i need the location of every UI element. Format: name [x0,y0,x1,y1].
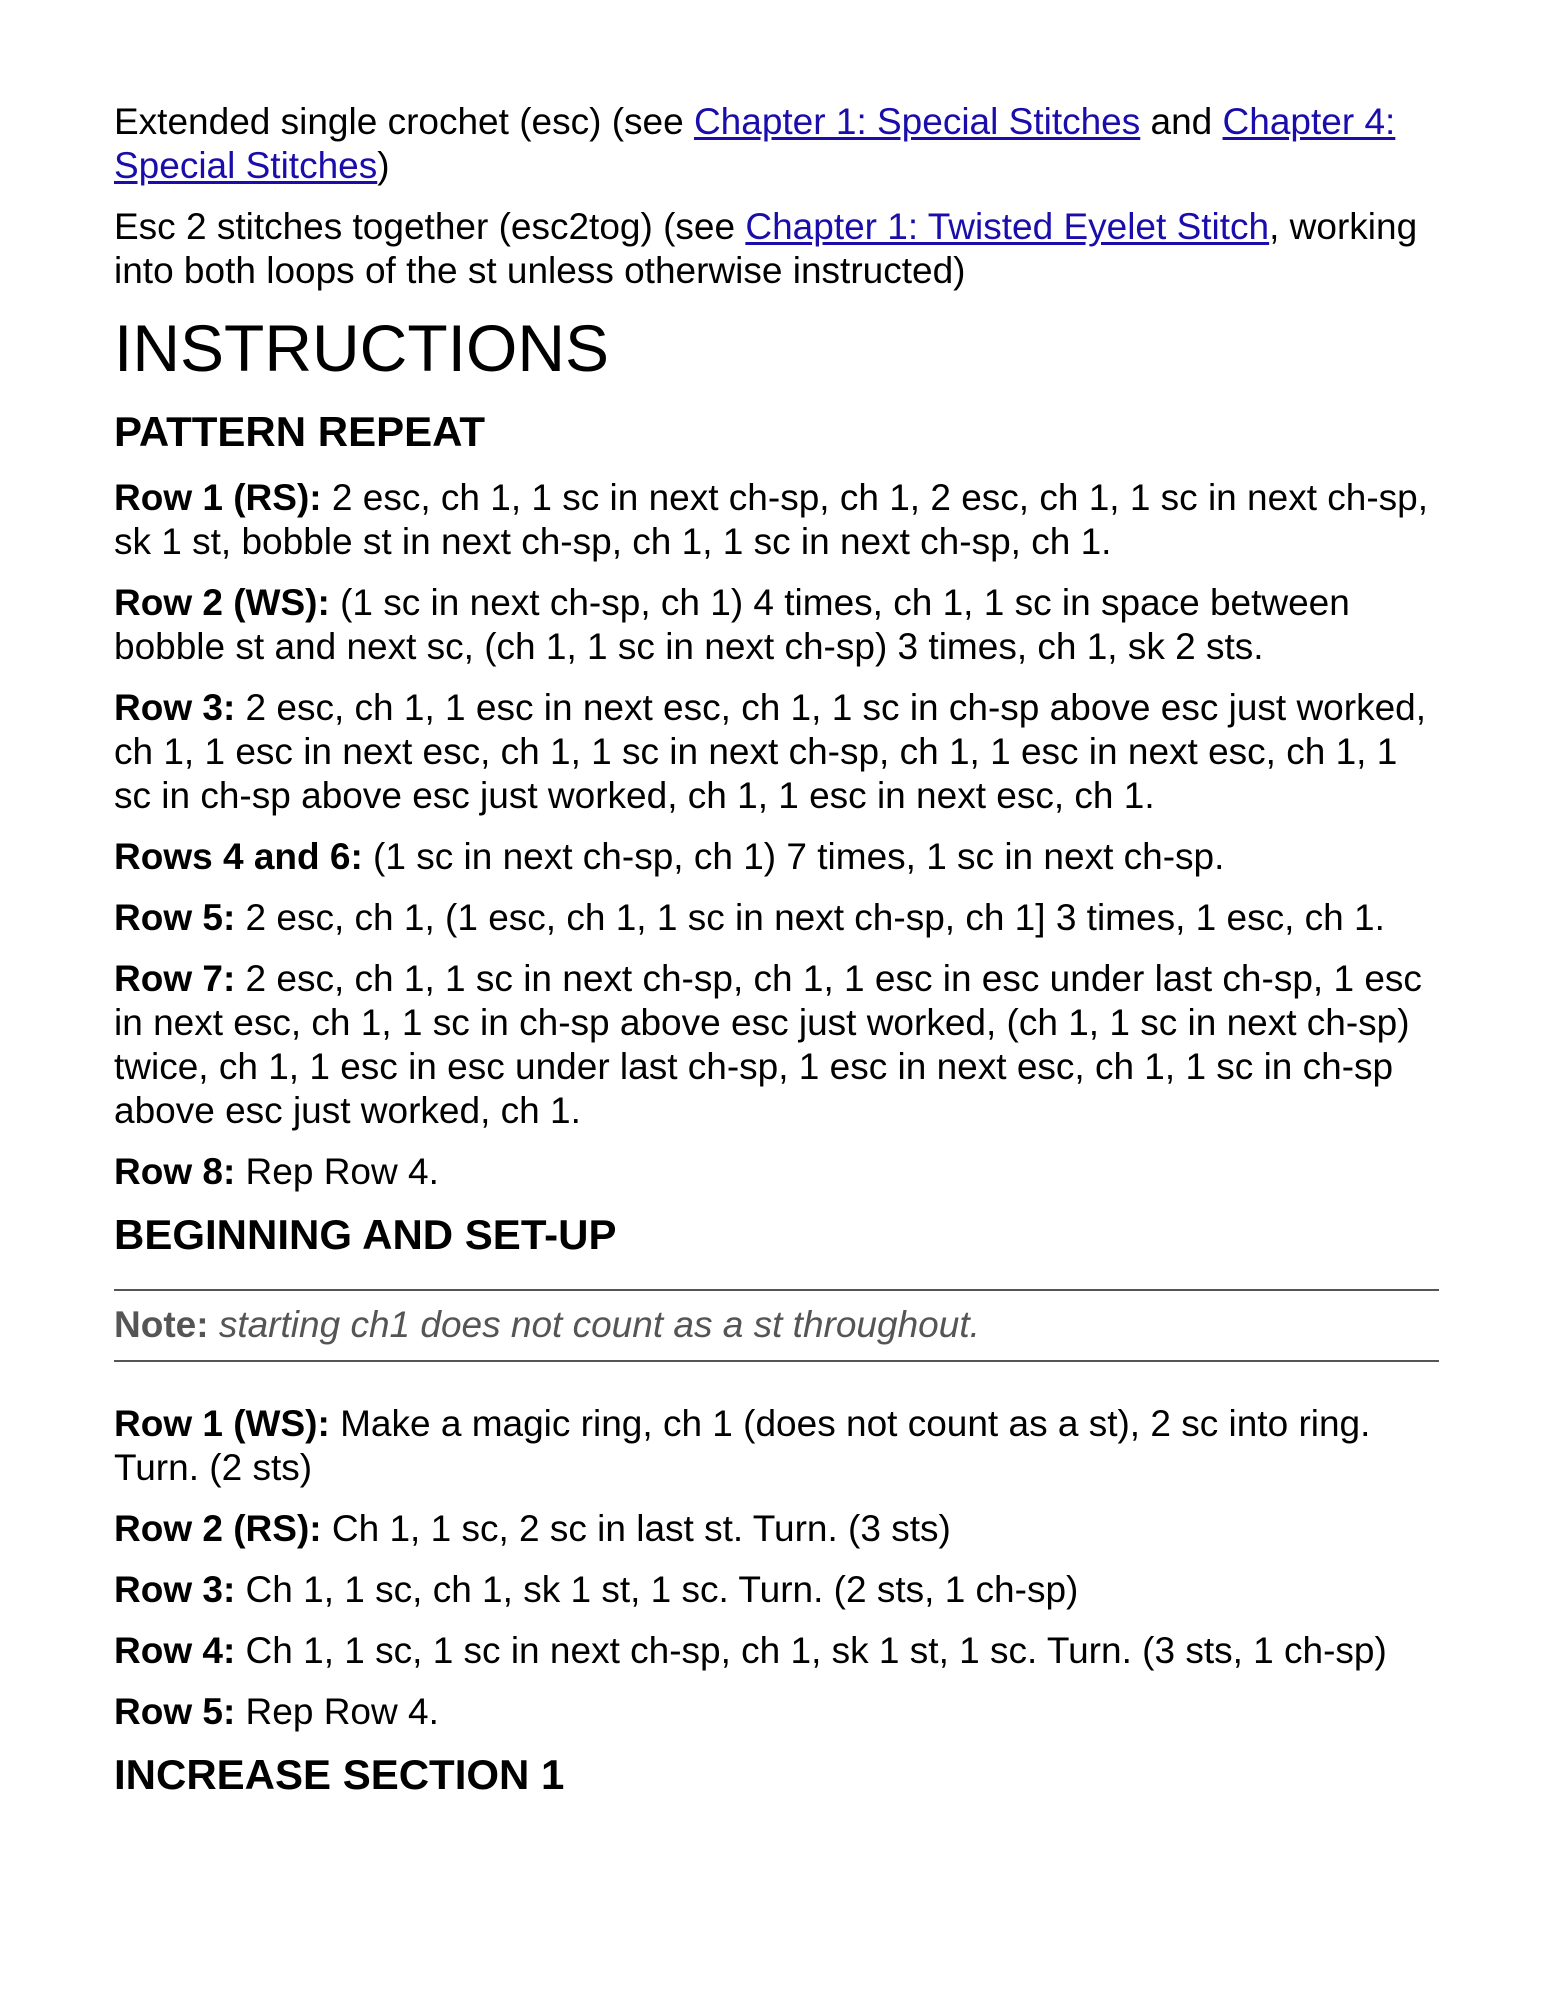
setup-row-1: Row 1 (WS): Make a magic ring, ch 1 (does not count as a st), 2 sc into ring. Turn. (2 sts) [114,1403,1371,1488]
chapter4-special-stitches-link[interactable]: Chapter 4: Special Stitches [114,101,1396,186]
pattern-rows-4-6: Rows 4 and 6: (1 sc in next ch-sp, ch 1) 7 times, 1 sc in next ch-sp. [114,836,1225,877]
setup-row-2: Row 2 (RS): Ch 1, 1 sc, 2 sc in last st. Turn. (3 sts) [114,1508,951,1549]
increase-section-heading: INCREASE SECTION 1 [114,1751,565,1798]
instructions-heading: INSTRUCTIONS [114,311,609,385]
setup-row-4: Row 4: Ch 1, 1 sc, 1 sc in next ch-sp, ch 1, sk 1 st, 1 sc. Turn. (3 sts, 1 ch-sp) [114,1630,1387,1671]
chapter1-special-stitches-link[interactable]: Chapter 1: Special Stitches [693,101,1141,142]
chapter1-twisted-eyelet-link[interactable]: Chapter 1: Twisted Eyelet Stitch [745,206,1270,247]
note: Note: starting ch1 does not count as a st throughout. [114,1304,980,1345]
esc-definition: Extended single crochet (esc) (see Chapter 1: Special Stitches and Chapter 4: Special Stitches) [114,101,1396,186]
pattern-row-2: Row 2 (WS): (1 sc in next ch-sp, ch 1) 4 times, ch 1, 1 sc in space between bobble st and next sc, (ch 1, 1 sc in next ch-sp) 3 times, ch 1, sk 2 sts. [114,582,1350,667]
note-box [114,1289,1439,1362]
setup-row-3: Row 3: Ch 1, 1 sc, ch 1, sk 1 st, 1 sc. Turn. (2 sts, 1 ch-sp) [114,1569,1079,1610]
beginning-setup-heading: BEGINNING AND SET-UP [114,1211,617,1258]
pattern-row-7: Row 7: 2 esc, ch 1, 1 sc in next ch-sp, ch 1, 1 esc in esc under last ch-sp, 1 esc in next esc, ch 1, 1 sc in ch-sp above esc just worked, (ch 1, 1 sc in next ch-sp) twice, ch 1, 1 esc in esc under last ch-sp, 1 esc in next esc, ch 1, 1 sc in ch-sp above esc just worked, ch 1. [114,958,1422,1131]
pattern-repeat-heading: PATTERN REPEAT [114,408,486,455]
esc2tog-definition: Esc 2 stitches together (esc2tog) (see Chapter 1: Twisted Eyelet Stitch, working into both loops of the st unless otherwise instructed) [114,206,1418,291]
pattern-row-8: Row 8: Rep Row 4. [114,1151,439,1192]
pattern-row-3: Row 3: 2 esc, ch 1, 1 esc in next esc, ch 1, 1 sc in ch-sp above esc just worked, ch 1, 1 esc in next esc, ch 1, 1 sc in next ch-sp, ch 1, 1 esc in next esc, ch 1, 1 sc in ch-sp above esc just worked, ch 1, 1 esc in next esc, ch 1. [114,687,1427,816]
pattern-row-1: Row 1 (RS): 2 esc, ch 1, 1 sc in next ch-sp, ch 1, 2 esc, ch 1, 1 sc in next ch-sp, sk 1 st, bobble st in next ch-sp, ch 1, 1 sc in next ch-sp, ch 1. [114,477,1429,562]
pattern-row-5: Row 5: 2 esc, ch 1, (1 esc, ch 1, 1 sc in next ch-sp, ch 1] 3 times, 1 esc, ch 1. [114,897,1385,938]
setup-row-5: Row 5: Rep Row 4. [114,1691,439,1732]
